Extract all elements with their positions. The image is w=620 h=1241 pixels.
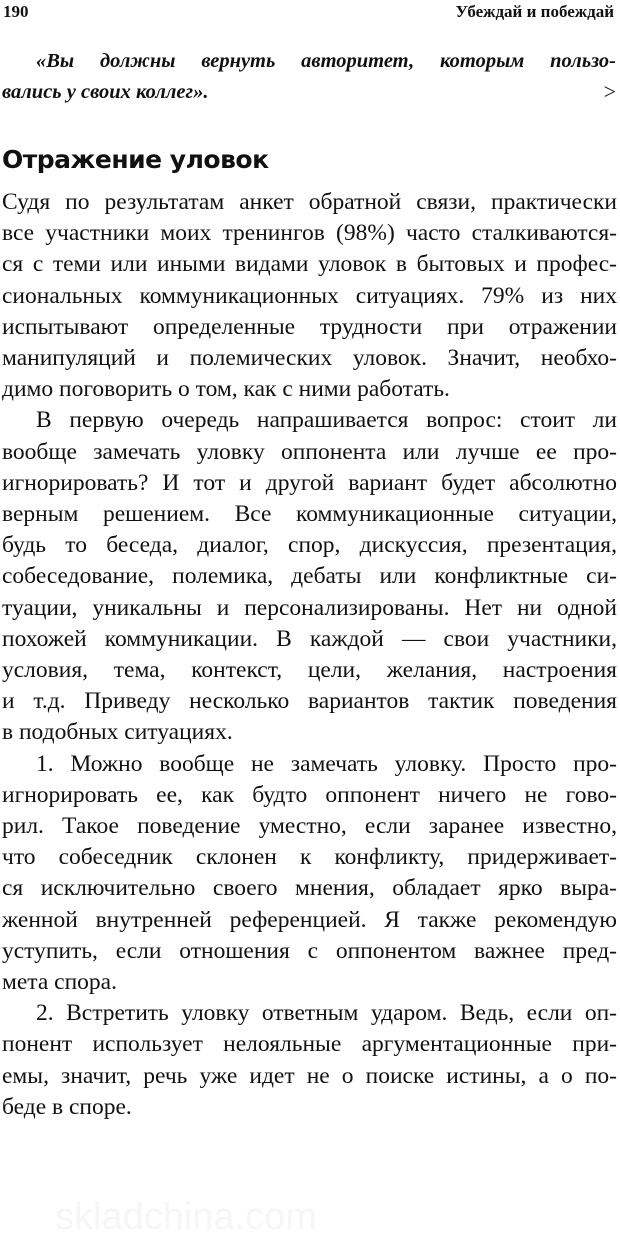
text-line: собеседование, полемика, дебаты или конфликтные си- [2, 563, 617, 590]
text-line: Судя по результатам анкет обратной связи, практически [2, 189, 617, 215]
text-line: игнорировать ее, как будто оппонент ничего не гово- [2, 781, 617, 808]
paragraph [2, 998, 617, 1123]
text-line: и т.д. Приведу несколько вариантов тактик поведения [2, 688, 617, 715]
quote-line: вались у своих коллег». [2, 81, 209, 103]
text-line: манипуляций и полемических уловок. Значит, необхо- [2, 345, 617, 372]
section-heading: Отражение уловок [2, 145, 269, 174]
text-line: туации, уникальны и персонализированы. Нет ни одной [2, 594, 617, 621]
text-line: понент использует нелояльные аргументационные при- [2, 1031, 617, 1058]
watermark: skladchina.com [55, 1196, 317, 1238]
quote-line: «Вы должны вернуть авторитет, которым пользо- [36, 50, 616, 72]
arrow-mark: > [603, 79, 616, 104]
running-title: Убеждай и побеждай [455, 2, 614, 21]
page-number: 190 [3, 2, 29, 21]
text-line: вообще замечать уловку оппонента или лучше ее про- [2, 438, 617, 465]
text-line: В первую очередь напрашивается вопрос: стоит ли [36, 407, 617, 434]
text-line: ся с теми или иными видами уловок в бытовых и профес- [2, 251, 617, 278]
text-line: испытывают определенные трудности при отражении [2, 313, 617, 340]
paragraph [2, 187, 617, 405]
paragraph [2, 749, 617, 999]
text-line: беде в споре. [2, 1093, 132, 1120]
text-line: все участники моих тренингов (98%) часто сталкиваются- [2, 220, 617, 247]
text-line: сиональных коммуникационных ситуациях. 79% из них [2, 282, 617, 309]
text-line: емы, значит, речь уже идет не о поиске истины, а о по- [2, 1062, 617, 1089]
text-line: похожей коммуникации. В каждой — свои участники, [2, 625, 617, 652]
text-line: рил. Такое поведение уместно, если заранее известно, [2, 813, 617, 840]
text-line: димо поговорить о том, как с ними работать. [2, 376, 450, 403]
text-line: уступить, если отношения с оппонентом важнее пред- [2, 937, 617, 964]
body-text [2, 187, 617, 1123]
text-line: женной внутренней референцией. Я также рекомендую [2, 906, 617, 933]
text-line: будь то беседа, диалог, спор, дискуссия, презентация, [2, 532, 617, 559]
text-line: ся исключительно своего мнения, обладает ярко выра- [2, 875, 617, 902]
text-line: условия, тема, контекст, цели, желания, настроения [2, 657, 617, 684]
text-line: верным решением. Все коммуникационные ситуации, [2, 501, 617, 528]
text-line: что собеседник склонен к конфликту, придерживает- [2, 844, 617, 871]
text-line: в подобных ситуациях. [2, 719, 233, 746]
text-line: игнорировать? И тот и другой вариант будет абсолютно [2, 469, 617, 496]
text-line: 1. Можно вообще не замечать уловку. Просто про- [36, 750, 617, 777]
epigraph-quote [2, 46, 616, 108]
text-line: 2. Встретить уловку ответным ударом. Ведь, если оп- [36, 1000, 617, 1027]
paragraph [2, 405, 617, 748]
text-line: мета спора. [2, 969, 117, 996]
